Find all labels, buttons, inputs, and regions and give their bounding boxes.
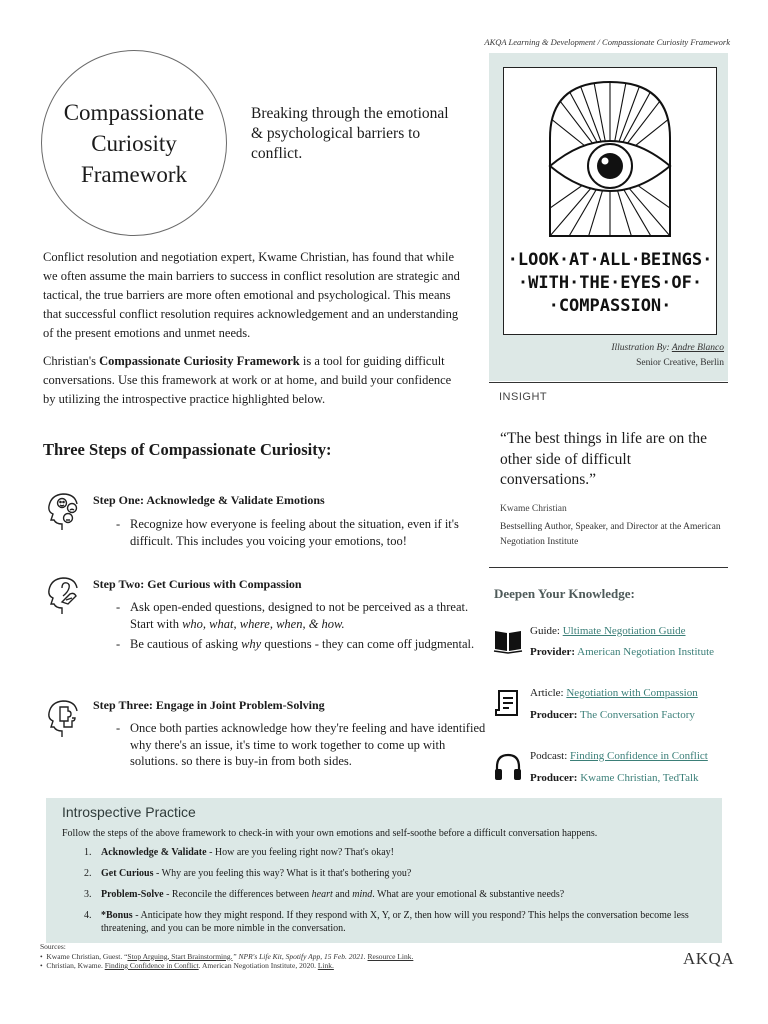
resource-3-title: Podcast: Finding Confidence in Conflict (530, 750, 708, 762)
title-line-1: Compassionate (63, 99, 205, 125)
resource-1-provider: Provider: American Negotiation Institute (530, 646, 715, 658)
steps-heading: Three Steps of Compassionate Curiosity: (43, 440, 332, 459)
guide-link[interactable]: Ultimate Negotiation Guide (562, 625, 686, 637)
source-1-resource-link[interactable]: Resource Link. (367, 951, 414, 961)
source-1: • Kwame Christian, Guest. “Stop Arguing, Start Brainstorming.” NPR's Life Kit, Spotify App, 15 Feb. 2021. Resource Link. (40, 951, 414, 961)
step-three-bullet: - Once both parties acknowledge how they're feeling and have identified why there's an issue, it's time to work together to come up with solutions. so there is buy-in from both sides. (116, 721, 486, 768)
intro-paragraph-2: Christian's Compassionate Curiosity Framework is a tool for guiding difficult conversations. Use this framework at work or at home, and build your confidence by utilizing the introspective practice highlighted below. (43, 354, 452, 406)
insight-divider-top (489, 382, 728, 383)
eye-illustration (504, 68, 716, 334)
title-line-3: Framework (80, 161, 188, 187)
practice-item-4: 4. *Bonus - Anticipate how they might respond. If they respond with X, Y, or Z, then how will you respond? This helps the conversation become less threatening, and you can be more nimble in the conversation. (84, 910, 689, 934)
article-icon (493, 688, 523, 718)
step-one-title: Step One: Acknowledge & Validate Emotions (93, 493, 325, 507)
illustration-text-line-3: ·COMPASSION· (548, 296, 672, 316)
resource-3-producer: Producer: Kwame Christian, TedTalk (530, 772, 699, 784)
insight-quote: “The best things in life are on the other side of difficult conversations.” (500, 430, 708, 488)
head-emotions-icon (38, 490, 82, 534)
practice-intro: Follow the steps of the above framework to check-in with your own emotions and self-soothe before a difficult conversation happens. (62, 828, 598, 839)
title-line-2: Curiosity (91, 130, 177, 156)
illustrator-link[interactable]: Andre Blanco (671, 343, 724, 353)
illustration-frame (503, 67, 717, 335)
illustration-caption: Illustration By: Andre Blanco Senior Creative, Berlin (489, 341, 724, 371)
practice-list (84, 846, 704, 943)
step-one-bullet: - Recognize how everyone is feeling about the situation, even if it's difficult. This includes you voicing your emotions, too! (116, 517, 459, 548)
head-heart-hands-icon (38, 574, 82, 618)
step-two-title: Step Two: Get Curious with Compassion (93, 577, 302, 591)
source-1-link[interactable]: Stop Arguing, Start Brainstorming. (127, 951, 233, 961)
source-2-link[interactable]: Finding Confidence in Conflict (104, 961, 199, 970)
sources-label: Sources: (40, 942, 66, 951)
practice-item-3: 3. Problem-Solve - Reconcile the differences between heart and mind. What are your emotional & substantive needs? (84, 889, 565, 900)
source-2-resource-link[interactable]: Link. (317, 961, 334, 970)
practice-item-2: 2. Get Curious - Why are you feeling this way? What is it that's bothering you? (84, 868, 412, 879)
insight-label: INSIGHT (499, 391, 548, 403)
page-title (41, 50, 227, 236)
source-2: • Christian, Kwame. Finding Confidence in Conflict. American Negotiation Institute, 2020. Link. (40, 961, 334, 970)
step-two-bullet-2: - Be cautious of asking why questions - they can come off judgmental. (116, 637, 475, 651)
framework-name: Compassionate Curiosity Framework (99, 354, 300, 368)
article-link[interactable]: Negotiation with Compassion (566, 687, 698, 699)
illustration-text-line-2: ·WITH·THE·EYES·OF· (517, 273, 703, 293)
sources (40, 942, 680, 971)
intro-text (43, 248, 461, 418)
illustrator-role: Senior Creative, Berlin (636, 358, 724, 368)
head-puzzle-icon (38, 697, 82, 741)
practice-title: Introspective Practice (62, 804, 196, 820)
book-icon (493, 625, 523, 655)
headphones-icon (493, 752, 523, 782)
quote-author: Kwame Christian (500, 504, 567, 514)
step-three-title: Step Three: Engage in Joint Problem-Solving (93, 698, 325, 712)
resource-1-title: Guide: Ultimate Negotiation Guide (530, 625, 686, 637)
practice-item-1: 1. Acknowledge & Validate - How are you feeling right now? That's okay! (84, 847, 394, 858)
insight-divider-bottom (489, 567, 728, 568)
step-two-bullet-1: - Ask open-ended questions, designed to not be perceived as a threat. Start with who, what, where, when, & how. (116, 600, 469, 631)
resource-2-producer: Producer: The Conversation Factory (530, 709, 695, 721)
podcast-link[interactable]: Finding Confidence in Conflict (570, 750, 708, 762)
resource-2-title: Article: Negotiation with Compassion (530, 687, 698, 699)
breadcrumb: AKQA Learning & Development / Compassionate Curiosity Framework (484, 37, 730, 47)
deepen-heading: Deepen Your Knowledge: (494, 586, 635, 601)
illustration-text-line-1: ·LOOK·AT·ALL·BEINGS· (507, 250, 713, 270)
quote-author-role: Bestselling Author, Speaker, and Director at the American Negotiation Institute (500, 522, 721, 547)
intro-paragraph-1: Conflict resolution and negotiation expert, Kwame Christian, has found that while we often assume the main barriers to success in conflict resolution are strategic and tactical, the true barriers are more often emotional and psychological. This means that successful conflict resolution requires acknowledgement and an understanding of the present emotions and unmet needs. (43, 250, 460, 340)
akqa-logo: AKQA (683, 949, 735, 968)
tagline: Breaking through the emotional & psychological barriers to conflict. (251, 105, 449, 162)
